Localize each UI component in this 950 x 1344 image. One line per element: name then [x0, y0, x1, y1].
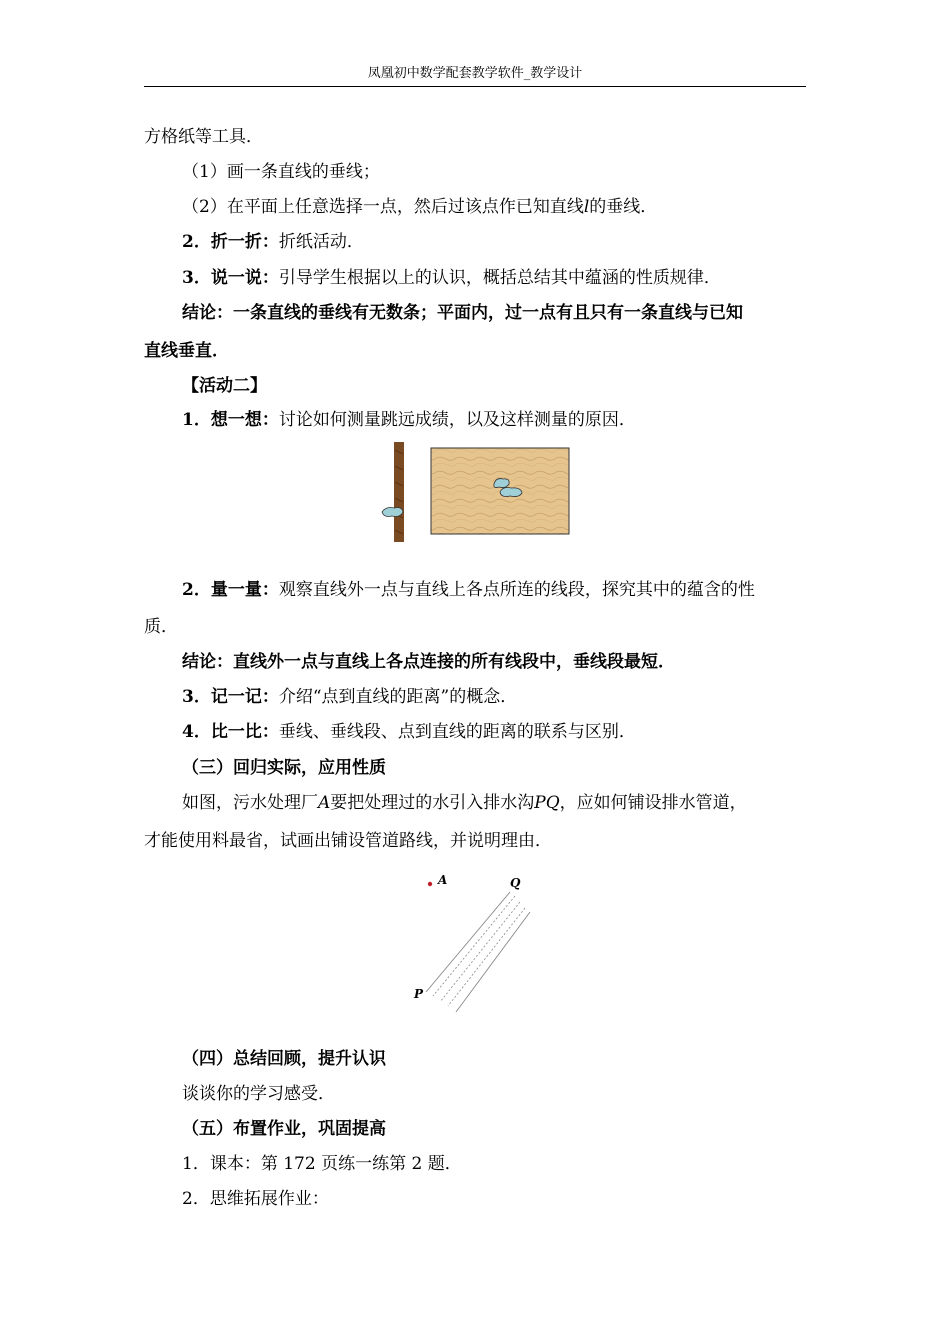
text-line: 1．课本：第 172 页练一练第 2 题．: [182, 1154, 462, 1174]
label-p: P: [414, 987, 424, 1001]
long-jump-figure: [376, 440, 576, 546]
text-line: 质．: [144, 617, 178, 637]
ditch-water: [448, 908, 525, 1006]
page-header: 凤凰初中数学配套教学软件_教学设计: [144, 64, 806, 87]
text-line: 2．量一量：观察直线外一点与直线上各点所连的线段，探究其中的蕴含的性: [182, 580, 755, 600]
ditch-edge: [456, 912, 530, 1012]
text-line: 3．记一记：介绍“点到直线的距离”的概念．: [182, 687, 518, 707]
conclusion-line: 结论：直线外一点与直线上各点连接的所有线段中，垂线段最短．: [182, 652, 675, 672]
text-line: 才能使用料最省，试画出铺设管道路线，并说明理由．: [144, 831, 552, 851]
label-q: Q: [510, 876, 521, 890]
takeoff-board: [394, 442, 404, 542]
text-line: （2）在平面上任意选择一点，然后过该点作已知直线l的垂线．: [182, 197, 658, 217]
text-line: （1）画一条直线的垂线；: [182, 162, 380, 182]
text-line: 方格纸等工具．: [144, 127, 263, 147]
section-heading: （四）总结回顾，提升认识: [182, 1049, 386, 1069]
conclusion-line: 直线垂直．: [144, 341, 229, 361]
text-line: 谈谈你的学习感受．: [182, 1084, 335, 1104]
ditch-water: [440, 902, 520, 1002]
section-heading: （三）回归实际，应用性质: [182, 758, 386, 778]
section-heading: （五）布置作业，巩固提高: [182, 1119, 386, 1139]
text-line: 3．说一说：引导学生根据以上的认识，概括总结其中蕴涵的性质规律．: [182, 268, 721, 288]
footprint-icon: [494, 479, 509, 488]
point-a: [428, 882, 432, 886]
footprint-icon: [500, 488, 522, 497]
ditch-edge: [426, 892, 510, 992]
label-a: A: [438, 873, 448, 887]
ditch-water: [433, 896, 515, 996]
section-heading: 【活动二】: [182, 376, 267, 396]
sand-pit: [431, 448, 569, 534]
footprint-icon: [382, 508, 403, 517]
text-line: 1．想一想：讨论如何测量跳远成绩，以及这样测量的原因．: [182, 410, 636, 430]
text-line: 如图，污水处理厂A要把处理过的水引入排水沟PQ，应如何铺设排水管道，: [182, 793, 747, 813]
text-line: 2．折一折：折纸活动．: [182, 232, 364, 252]
text-line: 4．比一比：垂线、垂线段、点到直线的距离的联系与区别．: [182, 722, 636, 742]
text-line: 2．思维拓展作业：: [182, 1189, 329, 1209]
conclusion-line: 结论：一条直线的垂线有无数条；平面内，过一点有且只有一条直线与已知: [182, 303, 743, 323]
